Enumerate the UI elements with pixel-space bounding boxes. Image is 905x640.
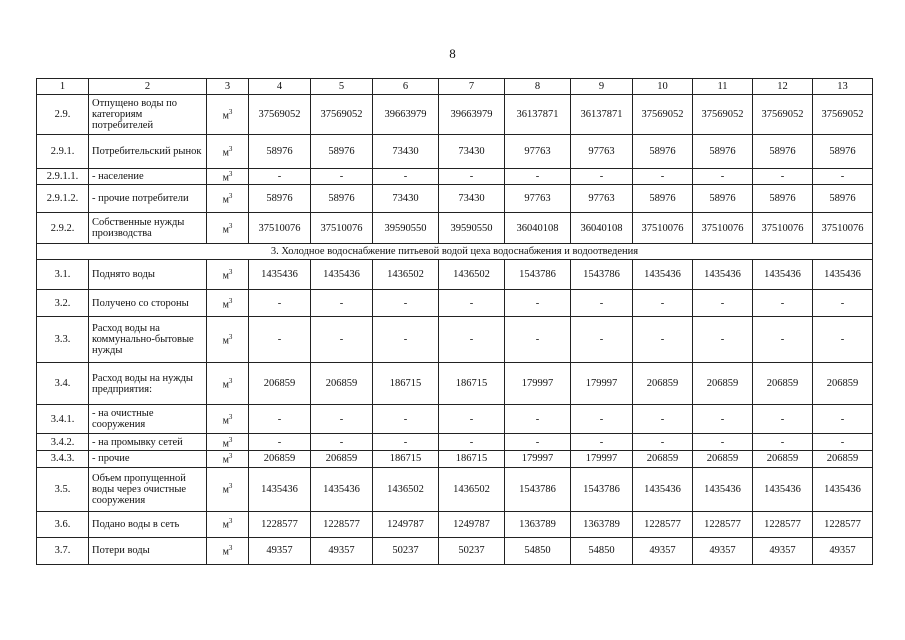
row-name-cell: Подано воды в сеть	[89, 511, 207, 537]
value-cell: 1435436	[693, 467, 753, 511]
row-number-cell: 2.9.	[37, 95, 89, 135]
column-number-cell: 8	[505, 79, 571, 95]
value-cell: 206859	[633, 363, 693, 405]
value-cell: 73430	[439, 185, 505, 213]
value-cell: -	[311, 317, 373, 363]
value-cell: 1249787	[439, 511, 505, 537]
value-cell: 37569052	[813, 95, 873, 135]
row-name-cell: Собственные нужды производства	[89, 213, 207, 244]
value-cell: 1435436	[249, 467, 311, 511]
column-number-cell: 2	[89, 79, 207, 95]
value-cell: 1435436	[311, 260, 373, 290]
value-cell: 1436502	[373, 260, 439, 290]
column-number-cell: 4	[249, 79, 311, 95]
unit-superscript: 3	[228, 412, 233, 421]
value-cell: 58976	[249, 185, 311, 213]
value-cell: 39590550	[373, 213, 439, 244]
value-cell: 186715	[373, 451, 439, 467]
value-cell: 1435436	[693, 260, 753, 290]
value-cell: -	[571, 434, 633, 451]
value-cell: 1228577	[813, 511, 873, 537]
value-cell: -	[633, 290, 693, 317]
value-cell: -	[373, 290, 439, 317]
unit-cell	[207, 95, 249, 135]
value-cell: 39663979	[439, 95, 505, 135]
unit-superscript: 3	[228, 517, 233, 526]
value-cell: -	[249, 169, 311, 185]
value-cell: 50237	[439, 537, 505, 564]
value-cell: -	[505, 405, 571, 434]
value-cell: 97763	[505, 185, 571, 213]
table-row	[37, 405, 873, 434]
row-name-cell: - прочие	[89, 451, 207, 467]
unit-superscript: 3	[228, 192, 233, 201]
row-number-cell: 3.4.1.	[37, 405, 89, 434]
value-cell: -	[505, 317, 571, 363]
value-cell: 37569052	[311, 95, 373, 135]
row-number-cell: 2.9.1.1.	[37, 169, 89, 185]
value-cell: 37569052	[249, 95, 311, 135]
unit-cell	[207, 213, 249, 244]
unit-text: м	[222, 546, 229, 558]
value-cell: 206859	[311, 451, 373, 467]
value-cell: 186715	[373, 363, 439, 405]
value-cell: 58976	[753, 135, 813, 169]
value-cell: -	[813, 434, 873, 451]
value-cell: 97763	[505, 135, 571, 169]
value-cell: 1436502	[373, 467, 439, 511]
value-cell: -	[633, 317, 693, 363]
value-cell: -	[693, 405, 753, 434]
unit-cell	[207, 537, 249, 564]
value-cell: -	[753, 290, 813, 317]
row-number-cell: 2.9.1.	[37, 135, 89, 169]
row-number-cell: 3.4.	[37, 363, 89, 405]
value-cell: 1228577	[753, 511, 813, 537]
row-name-cell: Отпущено воды по категориям потребителей	[89, 95, 207, 135]
table-row	[37, 511, 873, 537]
unit-cell	[207, 467, 249, 511]
value-cell: -	[753, 317, 813, 363]
table-row	[37, 185, 873, 213]
unit-superscript: 3	[228, 543, 233, 552]
value-cell: 1435436	[633, 260, 693, 290]
value-cell: -	[311, 290, 373, 317]
unit-text: м	[222, 270, 229, 282]
value-cell: 179997	[505, 451, 571, 467]
unit-cell	[207, 290, 249, 317]
value-cell: 49357	[249, 537, 311, 564]
value-cell: 58976	[311, 185, 373, 213]
column-number-cell: 13	[813, 79, 873, 95]
value-cell: 37569052	[753, 95, 813, 135]
unit-text: м	[222, 454, 229, 466]
value-cell: 1363789	[505, 511, 571, 537]
value-cell: 1436502	[439, 467, 505, 511]
value-cell: -	[633, 434, 693, 451]
value-cell: 206859	[813, 363, 873, 405]
value-cell: 1436502	[439, 260, 505, 290]
value-cell: 1228577	[693, 511, 753, 537]
value-cell: 206859	[753, 451, 813, 467]
value-cell: 1228577	[311, 511, 373, 537]
value-cell: 58976	[633, 135, 693, 169]
table-row	[37, 95, 873, 135]
value-cell: 1435436	[249, 260, 311, 290]
value-cell: 1435436	[633, 467, 693, 511]
unit-text: м	[222, 194, 229, 206]
unit-text: м	[222, 298, 229, 310]
unit-cell	[207, 260, 249, 290]
unit-cell	[207, 135, 249, 169]
table-row	[37, 317, 873, 363]
unit-text: м	[222, 172, 229, 184]
unit-superscript: 3	[228, 377, 233, 386]
value-cell: 58976	[693, 135, 753, 169]
value-cell: -	[505, 434, 571, 451]
value-cell: 54850	[505, 537, 571, 564]
value-cell: 179997	[571, 363, 633, 405]
value-cell: 1435436	[311, 467, 373, 511]
value-cell: 1435436	[813, 467, 873, 511]
row-name-cell: Расход воды на нужды предприятия:	[89, 363, 207, 405]
value-cell: -	[249, 434, 311, 451]
column-number-cell: 11	[693, 79, 753, 95]
value-cell: -	[571, 317, 633, 363]
table-row	[37, 213, 873, 244]
unit-cell	[207, 363, 249, 405]
value-cell: -	[813, 290, 873, 317]
table-row	[37, 451, 873, 467]
value-cell: -	[693, 169, 753, 185]
value-cell: -	[373, 405, 439, 434]
unit-cell	[207, 405, 249, 434]
value-cell: -	[813, 169, 873, 185]
value-cell: -	[373, 434, 439, 451]
unit-superscript: 3	[228, 268, 233, 277]
value-cell: 97763	[571, 135, 633, 169]
value-cell: 58976	[753, 185, 813, 213]
value-cell: -	[439, 317, 505, 363]
column-number-cell: 12	[753, 79, 813, 95]
value-cell: -	[439, 290, 505, 317]
row-name-cell: Потери воды	[89, 537, 207, 564]
column-number-cell: 3	[207, 79, 249, 95]
table-row	[37, 467, 873, 511]
value-cell: 206859	[633, 451, 693, 467]
value-cell: 36137871	[505, 95, 571, 135]
value-cell: 49357	[633, 537, 693, 564]
value-cell: 73430	[373, 135, 439, 169]
row-number-cell: 3.1.	[37, 260, 89, 290]
page-number: 8	[449, 46, 456, 61]
unit-cell	[207, 451, 249, 467]
column-number-cell: 7	[439, 79, 505, 95]
row-number-cell: 3.5.	[37, 467, 89, 511]
value-cell: 1228577	[633, 511, 693, 537]
value-cell: -	[439, 434, 505, 451]
value-cell: 37569052	[693, 95, 753, 135]
value-cell: 73430	[373, 185, 439, 213]
unit-superscript: 3	[228, 170, 233, 178]
unit-text: м	[222, 223, 229, 235]
table-row	[37, 537, 873, 564]
unit-cell	[207, 185, 249, 213]
value-cell: 206859	[693, 451, 753, 467]
value-cell: -	[693, 434, 753, 451]
value-cell: 58976	[311, 135, 373, 169]
unit-superscript: 3	[228, 107, 233, 116]
unit-text: м	[222, 437, 229, 449]
value-cell: 1435436	[753, 260, 813, 290]
table-body	[37, 79, 873, 565]
value-cell: 1543786	[571, 467, 633, 511]
value-cell: 54850	[571, 537, 633, 564]
row-name-cell: Потребительский рынок	[89, 135, 207, 169]
value-cell: 1543786	[505, 260, 571, 290]
value-cell: 58976	[249, 135, 311, 169]
value-cell: 1249787	[373, 511, 439, 537]
unit-text: м	[222, 110, 229, 122]
row-name-cell: - на промывку сетей	[89, 434, 207, 451]
value-cell: 1543786	[571, 260, 633, 290]
unit-superscript: 3	[228, 144, 233, 153]
unit-superscript: 3	[228, 452, 233, 461]
value-cell: 49357	[813, 537, 873, 564]
value-cell: 206859	[813, 451, 873, 467]
unit-superscript: 3	[228, 333, 233, 342]
row-name-cell: - прочие потребители	[89, 185, 207, 213]
value-cell: 37569052	[633, 95, 693, 135]
value-cell: 39663979	[373, 95, 439, 135]
value-cell: -	[373, 317, 439, 363]
value-cell: 50237	[373, 537, 439, 564]
value-cell: -	[753, 434, 813, 451]
value-cell: 36137871	[571, 95, 633, 135]
row-number-cell: 3.3.	[37, 317, 89, 363]
value-cell: -	[753, 169, 813, 185]
value-cell: -	[249, 317, 311, 363]
value-cell: 58976	[633, 185, 693, 213]
value-cell: -	[693, 290, 753, 317]
table-row	[37, 169, 873, 185]
value-cell: 206859	[311, 363, 373, 405]
value-cell: -	[311, 169, 373, 185]
value-cell: 49357	[753, 537, 813, 564]
column-number-cell: 1	[37, 79, 89, 95]
row-name-cell: Получено со стороны	[89, 290, 207, 317]
value-cell: -	[311, 405, 373, 434]
column-number-cell: 9	[571, 79, 633, 95]
section-row	[37, 244, 873, 260]
value-cell: 37510076	[813, 213, 873, 244]
unit-cell	[207, 169, 249, 185]
row-name-cell: Поднято воды	[89, 260, 207, 290]
value-cell: -	[311, 434, 373, 451]
unit-text: м	[222, 379, 229, 391]
value-cell: 49357	[311, 537, 373, 564]
value-cell: 37510076	[249, 213, 311, 244]
row-number-cell: 2.9.2.	[37, 213, 89, 244]
unit-text: м	[222, 484, 229, 496]
value-cell: -	[571, 290, 633, 317]
value-cell: -	[693, 317, 753, 363]
section-title: 3. Холодное водоснабжение питьевой водой цеха водоснабжения и водоотведения	[37, 244, 873, 260]
value-cell: 37510076	[753, 213, 813, 244]
value-cell: 37510076	[311, 213, 373, 244]
value-cell: 206859	[693, 363, 753, 405]
value-cell: 1228577	[249, 511, 311, 537]
value-cell: -	[505, 169, 571, 185]
value-cell: 1543786	[505, 467, 571, 511]
value-cell: 186715	[439, 451, 505, 467]
value-cell: -	[439, 405, 505, 434]
row-name-cell: Расход воды на коммунально-бытовые нужды	[89, 317, 207, 363]
row-number-cell: 3.7.	[37, 537, 89, 564]
value-cell: 58976	[813, 185, 873, 213]
value-cell: -	[813, 405, 873, 434]
value-cell: 36040108	[571, 213, 633, 244]
row-number-cell: 2.9.1.2.	[37, 185, 89, 213]
unit-superscript: 3	[228, 482, 233, 491]
value-cell: 37510076	[633, 213, 693, 244]
row-name-cell: - население	[89, 169, 207, 185]
value-cell: -	[633, 405, 693, 434]
value-cell: 58976	[693, 185, 753, 213]
table-row	[37, 135, 873, 169]
value-cell: -	[373, 169, 439, 185]
value-cell: -	[633, 169, 693, 185]
row-name-cell: Объем пропущенной воды через очистные сооружения	[89, 467, 207, 511]
unit-superscript: 3	[228, 221, 233, 230]
row-number-cell: 3.4.3.	[37, 451, 89, 467]
row-number-cell: 3.4.2.	[37, 434, 89, 451]
table-row	[37, 260, 873, 290]
value-cell: 179997	[571, 451, 633, 467]
value-cell: 37510076	[693, 213, 753, 244]
value-cell: 49357	[693, 537, 753, 564]
value-cell: 206859	[753, 363, 813, 405]
row-name-cell: - на очистные сооружения	[89, 405, 207, 434]
value-cell: -	[249, 405, 311, 434]
header-row	[37, 79, 873, 95]
unit-superscript: 3	[228, 435, 233, 444]
data-table	[36, 78, 873, 565]
value-cell: -	[571, 169, 633, 185]
value-cell: 58976	[813, 135, 873, 169]
value-cell: -	[505, 290, 571, 317]
unit-cell	[207, 511, 249, 537]
unit-text: м	[222, 147, 229, 159]
value-cell: 1435436	[753, 467, 813, 511]
value-cell: 179997	[505, 363, 571, 405]
unit-cell	[207, 434, 249, 451]
value-cell: 1363789	[571, 511, 633, 537]
value-cell: 36040108	[505, 213, 571, 244]
unit-cell	[207, 317, 249, 363]
value-cell: 206859	[249, 451, 311, 467]
value-cell: -	[813, 317, 873, 363]
row-number-cell: 3.6.	[37, 511, 89, 537]
value-cell: -	[439, 169, 505, 185]
table-row	[37, 363, 873, 405]
unit-text: м	[222, 519, 229, 531]
value-cell: -	[571, 405, 633, 434]
value-cell: 39590550	[439, 213, 505, 244]
row-number-cell: 3.2.	[37, 290, 89, 317]
value-cell: 186715	[439, 363, 505, 405]
value-cell: 206859	[249, 363, 311, 405]
table-row	[37, 434, 873, 451]
value-cell: 97763	[571, 185, 633, 213]
unit-text: м	[222, 414, 229, 426]
table-row	[37, 290, 873, 317]
value-cell: -	[249, 290, 311, 317]
value-cell: -	[753, 405, 813, 434]
unit-superscript: 3	[228, 296, 233, 305]
value-cell: 1435436	[813, 260, 873, 290]
column-number-cell: 6	[373, 79, 439, 95]
unit-text: м	[222, 335, 229, 347]
value-cell: 73430	[439, 135, 505, 169]
column-number-cell: 10	[633, 79, 693, 95]
column-number-cell: 5	[311, 79, 373, 95]
